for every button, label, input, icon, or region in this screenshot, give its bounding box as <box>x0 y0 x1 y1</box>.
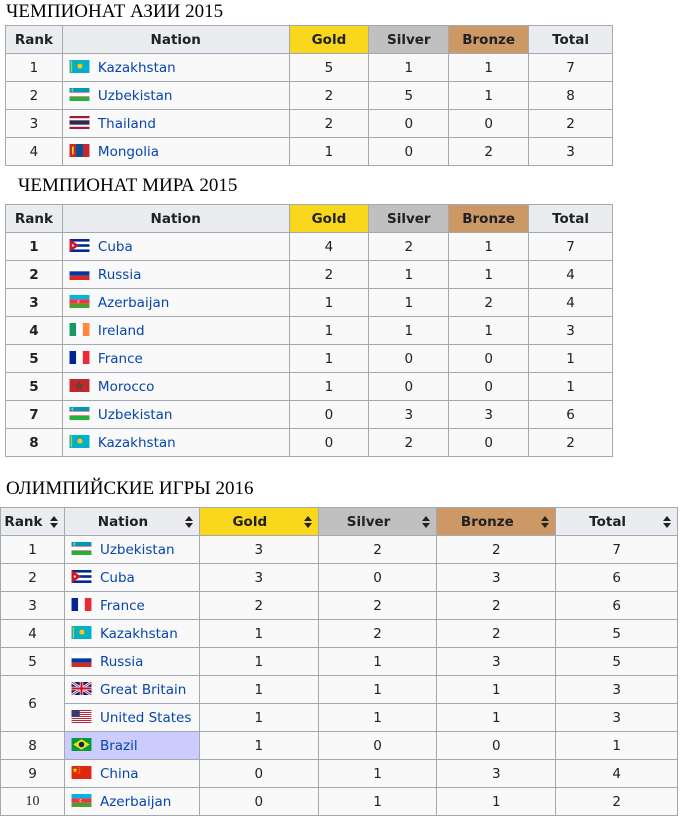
nation-cell <box>62 54 289 82</box>
nation-link[interactable]: Uzbekistan <box>97 406 173 423</box>
silver-header-label: Silver <box>346 513 391 530</box>
bronze-count: 2 <box>449 138 529 166</box>
bronze-count: 2 <box>437 592 556 620</box>
rank-cell: 3 <box>6 289 63 317</box>
rank-cell: 2 <box>6 82 63 110</box>
nation-link[interactable]: Great Britain <box>99 681 187 698</box>
bronze-count: 1 <box>437 788 556 816</box>
gold-count: 2 <box>199 592 318 620</box>
sort-icon[interactable] <box>422 516 430 528</box>
sort-icon[interactable] <box>541 516 549 528</box>
gold-count: 2 <box>289 110 369 138</box>
silver-count: 2 <box>318 536 437 564</box>
table-row <box>1 732 678 760</box>
rank-cell: 4 <box>1 620 65 648</box>
gold-header: Gold <box>289 205 369 233</box>
silver-count: 0 <box>369 110 449 138</box>
rank-cell: 9 <box>1 760 65 788</box>
table-row <box>6 110 613 138</box>
rank-cell: 6 <box>1 676 65 732</box>
nation-link[interactable]: France <box>97 350 143 367</box>
table-row <box>6 261 613 289</box>
rank-cell: 7 <box>6 401 63 429</box>
total-count: 1 <box>529 345 613 373</box>
table-row <box>6 401 613 429</box>
rank-cell: 1 <box>6 233 63 261</box>
total-count: 3 <box>529 138 613 166</box>
bronze-header-label: Bronze <box>460 513 514 530</box>
nation-header[interactable] <box>64 508 199 536</box>
bronze-header: Bronze <box>449 205 529 233</box>
table-header-row <box>6 26 613 54</box>
nation-cell <box>62 401 289 429</box>
sort-icon[interactable] <box>663 516 671 528</box>
silver-count: 2 <box>369 429 449 457</box>
total-count: 5 <box>556 648 678 676</box>
table-row <box>1 704 678 732</box>
gold-count: 0 <box>289 429 369 457</box>
total-count: 6 <box>556 564 678 592</box>
nation-link[interactable]: United States <box>99 709 192 726</box>
nation-link[interactable]: Cuba <box>97 238 133 255</box>
total-count: 6 <box>529 401 613 429</box>
table-row <box>6 345 613 373</box>
nation-link[interactable]: Mongolia <box>97 143 159 160</box>
rank-cell: 4 <box>6 138 63 166</box>
table-row <box>6 54 613 82</box>
nation-link[interactable]: Kazakhstan <box>97 434 176 451</box>
bronze-count: 3 <box>437 564 556 592</box>
france-flag-icon <box>71 598 94 613</box>
united-states-flag-icon <box>71 710 94 725</box>
total-count: 7 <box>529 54 613 82</box>
total-header: Total <box>529 26 613 54</box>
silver-count: 0 <box>318 564 437 592</box>
silver-count: 2 <box>369 233 449 261</box>
asian-championship-table-wrap <box>5 25 615 173</box>
nation-cell <box>64 788 199 816</box>
kazakhstan-flag-icon <box>69 60 92 75</box>
silver-count: 0 <box>369 345 449 373</box>
sort-icon[interactable] <box>185 516 193 528</box>
table-row <box>1 564 678 592</box>
nation-cell <box>62 289 289 317</box>
nation-link[interactable]: China <box>99 765 139 782</box>
nation-link[interactable]: Brazil <box>99 737 138 754</box>
silver-count: 1 <box>318 676 437 704</box>
bronze-count: 3 <box>437 760 556 788</box>
great-britain-flag-icon <box>71 682 94 697</box>
rank-cell: 4 <box>6 317 63 345</box>
rank-cell: 1 <box>6 54 63 82</box>
rank-header[interactable] <box>1 508 65 536</box>
world-championship-rows <box>6 233 613 457</box>
total-header-label: Total <box>589 513 627 530</box>
section-title-olympic-games: ОЛИМПИЙСКИЕ ИГРЫ 2016 <box>6 478 254 499</box>
rank-cell: 5 <box>6 345 63 373</box>
gold-count: 1 <box>199 732 318 760</box>
nation-cell <box>64 676 199 704</box>
nation-link[interactable]: Kazakhstan <box>97 59 176 76</box>
total-count: 4 <box>556 760 678 788</box>
rank-cell: 5 <box>6 373 63 401</box>
china-flag-icon <box>71 766 94 781</box>
total-count: 3 <box>529 317 613 345</box>
gold-count: 1 <box>289 345 369 373</box>
silver-count: 1 <box>318 788 437 816</box>
bronze-count: 0 <box>449 110 529 138</box>
table-row <box>1 760 678 788</box>
gold-count: 2 <box>289 261 369 289</box>
nation-link[interactable]: Thailand <box>97 115 156 132</box>
nation-cell <box>64 536 199 564</box>
table-row <box>6 317 613 345</box>
rank-cell: 8 <box>1 732 65 760</box>
rank-cell: 2 <box>1 564 65 592</box>
nation-cell <box>64 732 199 760</box>
total-count: 4 <box>529 289 613 317</box>
morocco-flag-icon <box>69 379 92 394</box>
table-row <box>1 592 678 620</box>
section-title-world-championship: ЧЕМПИОНАТ МИРА 2015 <box>18 175 238 196</box>
bronze-count: 3 <box>437 648 556 676</box>
sort-icon[interactable] <box>50 516 58 528</box>
rank-header: Rank <box>6 26 63 54</box>
nation-link[interactable]: Uzbekistan <box>97 87 173 104</box>
silver-count: 1 <box>369 317 449 345</box>
table-row <box>1 788 678 816</box>
bronze-count: 0 <box>449 373 529 401</box>
sort-icon[interactable] <box>304 516 312 528</box>
ireland-flag-icon <box>69 323 92 338</box>
silver-count: 1 <box>318 760 437 788</box>
olympic-games-rows <box>1 536 678 816</box>
nation-cell <box>62 261 289 289</box>
nation-cell <box>62 429 289 457</box>
total-count: 3 <box>556 704 678 732</box>
nation-link[interactable]: Kazakhstan <box>99 625 178 642</box>
total-count: 4 <box>529 261 613 289</box>
gold-count: 1 <box>199 648 318 676</box>
total-count: 1 <box>556 732 678 760</box>
bronze-count: 1 <box>437 704 556 732</box>
table-row <box>1 620 678 648</box>
gold-header: Gold <box>289 26 369 54</box>
gold-count: 5 <box>289 54 369 82</box>
bronze-header: Bronze <box>449 26 529 54</box>
gold-count: 1 <box>289 289 369 317</box>
gold-count: 1 <box>199 620 318 648</box>
nation-cell <box>64 760 199 788</box>
bronze-count: 0 <box>449 429 529 457</box>
bronze-count: 1 <box>449 54 529 82</box>
gold-count: 1 <box>289 317 369 345</box>
table-header-row <box>6 205 613 233</box>
total-count: 2 <box>529 429 613 457</box>
table-row <box>6 429 613 457</box>
table-header-row <box>1 508 678 536</box>
total-header: Total <box>529 205 613 233</box>
gold-count: 0 <box>289 401 369 429</box>
gold-count: 0 <box>199 788 318 816</box>
nation-cell <box>64 564 199 592</box>
gold-count: 2 <box>289 82 369 110</box>
rank-cell: 5 <box>1 648 65 676</box>
gold-count: 4 <box>289 233 369 261</box>
rank-header-label: Rank <box>4 513 43 530</box>
nation-header: Nation <box>62 26 289 54</box>
mongolia-flag-icon <box>69 144 92 159</box>
bronze-count: 1 <box>437 676 556 704</box>
nation-link[interactable]: Ireland <box>97 322 145 339</box>
bronze-count: 0 <box>449 345 529 373</box>
total-count: 7 <box>529 233 613 261</box>
rank-cell: 8 <box>6 429 63 457</box>
france-flag-icon <box>69 351 92 366</box>
nation-cell <box>62 345 289 373</box>
silver-count: 5 <box>369 82 449 110</box>
table-row <box>1 676 678 704</box>
bronze-count: 3 <box>449 401 529 429</box>
nation-header-label: Nation <box>97 513 149 530</box>
nation-header: Nation <box>62 205 289 233</box>
bronze-count: 2 <box>437 620 556 648</box>
nation-link[interactable]: Uzbekistan <box>99 541 175 558</box>
gold-count: 3 <box>199 564 318 592</box>
silver-count: 1 <box>318 648 437 676</box>
uzbekistan-flag-icon <box>71 542 94 557</box>
gold-count: 1 <box>199 704 318 732</box>
nation-cell <box>64 620 199 648</box>
russia-flag-icon <box>69 267 92 282</box>
table-row <box>6 289 613 317</box>
uzbekistan-flag-icon <box>69 88 92 103</box>
silver-count: 2 <box>318 592 437 620</box>
asian-championship-medal-table <box>5 25 613 166</box>
azerbaijan-flag-icon <box>69 295 92 310</box>
nation-cell <box>62 317 289 345</box>
bronze-count: 1 <box>449 317 529 345</box>
total-count: 5 <box>556 620 678 648</box>
rank-cell: 1 <box>1 536 65 564</box>
gold-count: 0 <box>199 760 318 788</box>
nation-link[interactable]: Russia <box>97 266 142 283</box>
rank-cell: 3 <box>6 110 63 138</box>
gold-count: 1 <box>289 373 369 401</box>
world-championship-medal-table <box>5 204 613 457</box>
brazil-flag-icon <box>71 738 94 753</box>
table-row <box>6 82 613 110</box>
world-championship-table-wrap <box>5 204 615 468</box>
thailand-flag-icon <box>69 116 92 131</box>
nation-cell <box>64 592 199 620</box>
total-count: 7 <box>556 536 678 564</box>
silver-count: 0 <box>369 138 449 166</box>
total-count: 8 <box>529 82 613 110</box>
gold-header-label: Gold <box>232 513 268 530</box>
nation-link[interactable]: Russia <box>99 653 144 670</box>
nation-link[interactable]: Azerbaijan <box>97 294 170 311</box>
nation-cell <box>64 704 199 732</box>
silver-count: 3 <box>369 401 449 429</box>
bronze-header[interactable] <box>437 508 556 536</box>
bronze-count: 2 <box>437 536 556 564</box>
silver-count: 0 <box>369 373 449 401</box>
silver-count: 1 <box>369 289 449 317</box>
asian-championship-rows <box>6 54 613 166</box>
cuba-flag-icon <box>69 239 92 254</box>
gold-count: 1 <box>199 676 318 704</box>
silver-count: 1 <box>369 261 449 289</box>
table-row <box>6 373 613 401</box>
uzbekistan-flag-icon <box>69 407 92 422</box>
table-row <box>6 138 613 166</box>
rank-cell: 2 <box>6 261 63 289</box>
kazakhstan-flag-icon <box>69 435 92 450</box>
nation-cell <box>62 233 289 261</box>
total-count: 1 <box>529 373 613 401</box>
rank-cell: 10 <box>1 788 65 816</box>
total-count: 3 <box>556 676 678 704</box>
gold-count: 3 <box>199 536 318 564</box>
bronze-count: 1 <box>449 82 529 110</box>
total-count: 2 <box>529 110 613 138</box>
total-count: 6 <box>556 592 678 620</box>
nation-link[interactable]: Azerbaijan <box>99 793 172 810</box>
kazakhstan-flag-icon <box>71 626 94 641</box>
silver-count: 2 <box>318 620 437 648</box>
silver-count: 0 <box>318 732 437 760</box>
bronze-count: 0 <box>437 732 556 760</box>
nation-cell <box>64 648 199 676</box>
table-row <box>1 648 678 676</box>
rank-cell: 3 <box>1 592 65 620</box>
bronze-count: 1 <box>449 261 529 289</box>
table-row <box>1 536 678 564</box>
gold-header[interactable] <box>199 508 318 536</box>
nation-cell <box>62 138 289 166</box>
gold-count: 1 <box>289 138 369 166</box>
nation-cell <box>62 82 289 110</box>
silver-header[interactable] <box>318 508 437 536</box>
bronze-count: 1 <box>449 233 529 261</box>
bronze-count: 2 <box>449 289 529 317</box>
nation-cell <box>62 373 289 401</box>
cuba-flag-icon <box>71 570 94 585</box>
silver-count: 1 <box>318 704 437 732</box>
section-title-asian-championship: ЧЕМПИОНАТ АЗИИ 2015 <box>6 1 224 22</box>
total-header[interactable] <box>556 508 678 536</box>
total-count: 2 <box>556 788 678 816</box>
nation-cell <box>62 110 289 138</box>
table-row <box>6 233 613 261</box>
nation-link[interactable]: France <box>99 597 145 614</box>
silver-count: 1 <box>369 54 449 82</box>
azerbaijan-flag-icon <box>71 794 94 809</box>
nation-link[interactable]: Cuba <box>99 569 135 586</box>
silver-header: Silver <box>369 205 449 233</box>
rank-header: Rank <box>6 205 63 233</box>
olympic-games-medal-table <box>0 507 678 816</box>
russia-flag-icon <box>71 654 94 669</box>
silver-header: Silver <box>369 26 449 54</box>
nation-link[interactable]: Morocco <box>97 378 155 395</box>
